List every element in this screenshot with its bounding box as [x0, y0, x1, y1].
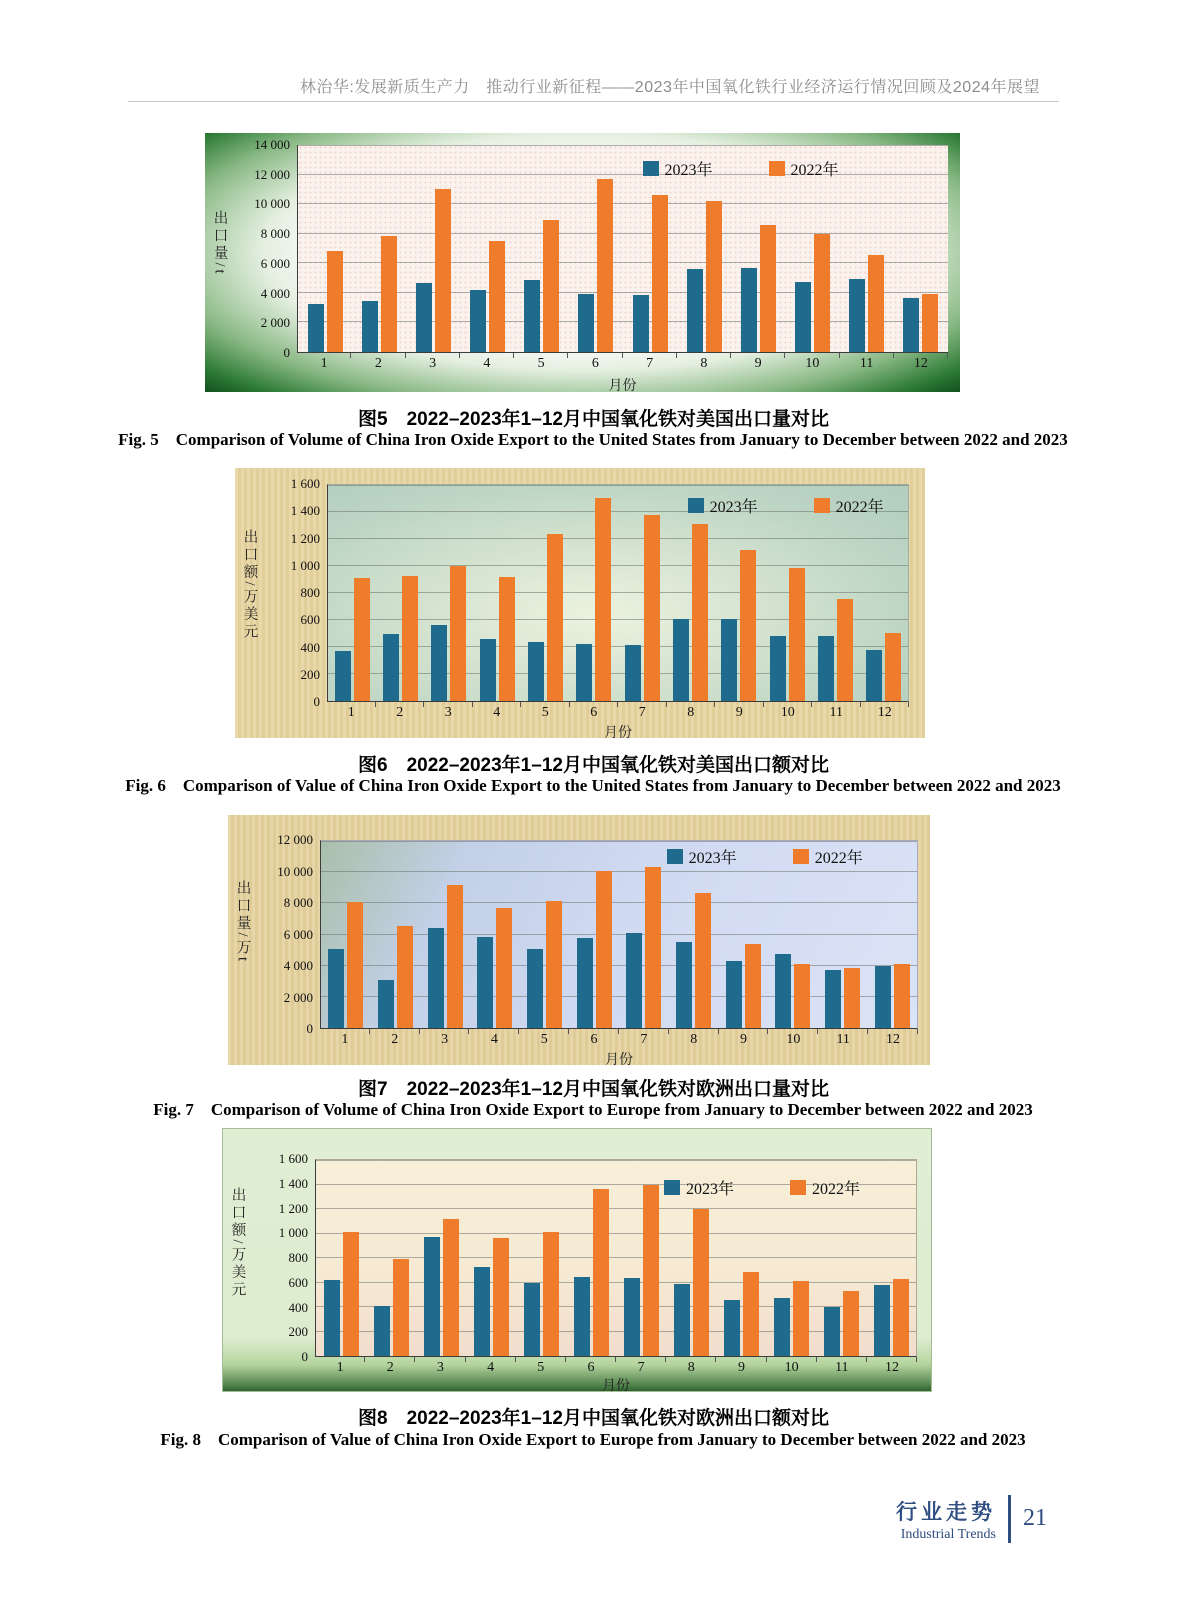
- bar-group-month-4: [466, 1160, 516, 1356]
- x-tick-label: 5: [516, 1357, 566, 1375]
- bar-groups: [321, 841, 917, 1028]
- chart-fig5-us-export-volume: [205, 133, 960, 392]
- bar-2023-month-5: [524, 280, 540, 352]
- bar-group-month-6: [570, 485, 618, 701]
- bar-2022-month-12: [894, 964, 910, 1028]
- bar-2023-month-11: [824, 1307, 840, 1356]
- bar-2022-month-6: [597, 179, 613, 352]
- bar-2023-month-10: [795, 282, 811, 352]
- bar-group-month-2: [352, 145, 406, 352]
- bar-2022-month-2: [393, 1259, 409, 1356]
- x-tick-label: 5: [514, 353, 568, 375]
- chart-fig8-europe-export-value: [222, 1128, 932, 1392]
- y-tick-label: 4 000: [260, 285, 290, 301]
- legend-label: 2022年: [790, 162, 839, 180]
- legend-swatch-2023: [664, 1180, 680, 1195]
- legend-item-2022: [814, 494, 884, 517]
- bar-group-month-1: [328, 485, 376, 701]
- bar-2022-month-7: [644, 515, 660, 701]
- bar-group-month-2: [371, 841, 421, 1028]
- y-tick-label: 0: [313, 694, 320, 709]
- bar-2022-month-8: [693, 1209, 709, 1356]
- legend-label: 2023年: [688, 849, 737, 867]
- bar-group-month-10: [763, 485, 811, 701]
- bar-2022-month-9: [740, 550, 756, 701]
- bar-groups: [328, 485, 908, 701]
- bar-group-month-1: [298, 145, 352, 352]
- x-tick-label: 4: [466, 1357, 516, 1375]
- bar-2023-month-5: [524, 1283, 540, 1357]
- bar-2022-month-2: [402, 576, 418, 701]
- chart-legend: [664, 1176, 860, 1199]
- bar-2022-month-4: [489, 241, 505, 352]
- bar-2022-month-5: [547, 534, 563, 701]
- x-tick-label: 11: [818, 1029, 868, 1049]
- x-tick-label: 8: [677, 353, 731, 375]
- bar-group-month-7: [619, 841, 669, 1028]
- bar-group-month-5: [521, 485, 569, 701]
- y-tick-label: 1 600: [290, 476, 320, 491]
- bar-2023-month-5: [528, 642, 544, 701]
- legend-label: 2023年: [686, 1180, 735, 1198]
- chart-fig7-europe-export-volume: [228, 815, 930, 1068]
- x-tick-label: 6: [570, 702, 619, 722]
- bar-2023-month-12: [903, 298, 919, 352]
- y-axis-label: 出口量/t: [211, 209, 228, 277]
- bar-group-month-11: [818, 841, 868, 1028]
- y-axis-ticks: [258, 832, 320, 1036]
- legend-label: 2022年: [835, 498, 884, 516]
- x-tick-label: 10: [767, 1357, 817, 1375]
- fig8-caption-zh: 图8 2022–2023年1–12月中国氧化铁对欧洲出口额对比: [358, 1408, 829, 1429]
- y-tick-label: 600: [300, 612, 320, 628]
- footer-section-en: Industrial Trends: [900, 1526, 996, 1542]
- y-tick-label: 1 600: [278, 1151, 308, 1166]
- bar-2022-month-3: [435, 189, 451, 352]
- bar-2022-month-11: [837, 599, 853, 701]
- y-tick-label: 4 000: [283, 958, 313, 973]
- bar-2023-month-3: [416, 283, 432, 352]
- x-tick-label: 1: [320, 1029, 370, 1049]
- bar-group-month-4: [461, 145, 515, 352]
- bar-group-month-6: [569, 841, 619, 1028]
- chart-legend: [688, 494, 884, 517]
- fig5-caption-zh: 图5 2022–2023年1–12月中国氧化铁对美国出口量对比: [358, 409, 829, 430]
- legend-swatch-2022: [793, 849, 809, 864]
- bar-group-month-3: [406, 145, 460, 352]
- legend-label: 2023年: [664, 162, 713, 180]
- x-tick-label: 8: [666, 1357, 716, 1375]
- x-tick-label: 8: [667, 702, 716, 722]
- x-tick-label: 3: [406, 353, 460, 375]
- bar-group-month-11: [811, 485, 859, 701]
- x-axis-ticks: [320, 1029, 918, 1049]
- y-tick-label: 2 000: [260, 315, 290, 331]
- y-tick-label: 200: [288, 1324, 308, 1340]
- x-axis-label: 月份: [605, 1053, 633, 1068]
- y-tick-label: 800: [288, 1250, 308, 1265]
- bar-2022-month-1: [343, 1232, 359, 1356]
- y-tick-label: 600: [288, 1274, 308, 1290]
- legend-swatch-2023: [667, 849, 683, 864]
- x-tick-label: 7: [619, 1029, 669, 1049]
- bar-2022-month-8: [692, 524, 708, 701]
- plot-area: [297, 145, 948, 353]
- bar-2022-month-7: [652, 195, 668, 352]
- bar-2022-month-6: [593, 1189, 609, 1356]
- legend-item-2023: [667, 845, 737, 868]
- fig6-caption-zh: 图6 2022–2023年1–12月中国氧化铁对美国出口额对比: [358, 755, 829, 776]
- bar-2023-month-2: [378, 980, 394, 1028]
- legend-item-2023: [643, 157, 713, 180]
- plot-area: [320, 840, 918, 1029]
- x-tick-label: 11: [840, 353, 894, 375]
- y-axis-label: 出口额/万美元: [229, 1186, 246, 1300]
- y-tick-label: 1 200: [290, 530, 320, 546]
- bar-2022-month-3: [447, 885, 463, 1028]
- legend-label: 2023年: [709, 498, 758, 516]
- footer-divider: [1008, 1495, 1011, 1543]
- x-tick-label: 3: [420, 1029, 470, 1049]
- x-tick-label: 6: [568, 353, 622, 375]
- x-tick-label: 7: [616, 1357, 666, 1375]
- legend-item-2023: [664, 1176, 734, 1199]
- legend-item-2023: [688, 494, 758, 517]
- header-divider: [128, 101, 1059, 102]
- fig6-caption-en: Fig. 6 Comparison of Value of China Iron Oxide Export to the United States from January to December between 2022 and 2023: [125, 776, 1061, 795]
- x-tick-label: 1: [315, 1357, 365, 1375]
- plot-area: [315, 1159, 917, 1357]
- legend-item-2022: [769, 157, 839, 180]
- y-tick-label: 6 000: [260, 255, 290, 271]
- bar-2022-month-10: [793, 1281, 809, 1356]
- x-tick-label: 2: [370, 1029, 420, 1049]
- bar-group-month-12: [894, 145, 948, 352]
- y-axis-ticks: [253, 1151, 315, 1364]
- bar-2023-month-5: [527, 949, 543, 1028]
- bar-2023-month-10: [774, 1298, 790, 1356]
- y-tick-label: 200: [300, 666, 320, 682]
- bar-group-month-4: [470, 841, 520, 1028]
- y-tick-label: 10 000: [254, 196, 290, 212]
- bar-group-month-2: [366, 1160, 416, 1356]
- x-tick-label: 2: [365, 1357, 415, 1375]
- bar-group-month-1: [316, 1160, 366, 1356]
- x-tick-label: 9: [716, 1357, 766, 1375]
- bar-group-month-6: [569, 145, 623, 352]
- bar-2023-month-3: [431, 625, 447, 701]
- bar-2023-month-2: [374, 1306, 390, 1356]
- bar-2023-month-6: [576, 644, 592, 701]
- x-axis-label: 月份: [608, 379, 637, 394]
- bar-2023-month-2: [383, 634, 399, 701]
- bar-2022-month-9: [743, 1272, 759, 1356]
- bar-2023-month-12: [874, 1285, 890, 1356]
- chart-fig6-us-export-value: [235, 468, 925, 741]
- x-tick-label: 11: [812, 702, 861, 722]
- plot-area: [327, 484, 909, 702]
- bar-group-month-12: [860, 485, 908, 701]
- bar-2023-month-8: [687, 269, 703, 352]
- bar-2023-month-1: [324, 1280, 340, 1356]
- bar-2022-month-11: [844, 968, 860, 1028]
- x-tick-label: 3: [424, 702, 473, 722]
- y-axis-ticks: [265, 476, 327, 709]
- bar-2022-month-8: [706, 201, 722, 352]
- bar-2023-month-6: [574, 1277, 590, 1356]
- bar-group-month-12: [866, 1160, 916, 1356]
- bar-2023-month-6: [577, 938, 593, 1028]
- bar-2022-month-5: [546, 901, 562, 1028]
- bar-2022-month-8: [695, 893, 711, 1028]
- bar-2023-month-8: [674, 1284, 690, 1356]
- footer-section-title: [896, 1496, 996, 1543]
- bar-2023-month-7: [633, 295, 649, 352]
- legend-swatch-2022: [790, 1180, 806, 1195]
- bar-group-month-6: [566, 1160, 616, 1356]
- y-tick-label: 8 000: [260, 226, 290, 242]
- bar-group-month-1: [321, 841, 371, 1028]
- bar-2023-month-9: [741, 268, 757, 352]
- x-tick-label: 12: [868, 1029, 918, 1049]
- x-tick-label: 5: [521, 702, 570, 722]
- chart-legend: [667, 845, 863, 868]
- bar-2022-month-1: [327, 251, 343, 352]
- bar-2023-month-6: [578, 294, 594, 352]
- bar-group-month-5: [516, 1160, 566, 1356]
- x-tick-label: 9: [715, 702, 764, 722]
- bar-2023-month-4: [474, 1267, 490, 1356]
- x-tick-label: 1: [297, 353, 351, 375]
- y-axis-label: 出口额/万美元: [241, 528, 258, 642]
- bar-group-month-3: [425, 485, 473, 701]
- y-tick-label: 2 000: [283, 989, 313, 1005]
- bar-2022-month-4: [499, 577, 515, 701]
- bar-group-month-2: [376, 485, 424, 701]
- bar-2023-month-7: [625, 645, 641, 701]
- y-tick-label: 1 000: [278, 1225, 308, 1241]
- bar-2023-month-8: [673, 619, 689, 701]
- x-tick-label: 1: [327, 702, 376, 722]
- bar-2023-month-4: [470, 290, 486, 352]
- y-tick-label: 1 000: [290, 557, 320, 573]
- x-axis-ticks: [297, 353, 948, 375]
- x-tick-label: 7: [618, 702, 667, 722]
- bar-2023-month-1: [308, 304, 324, 352]
- x-tick-label: 9: [719, 1029, 769, 1049]
- y-tick-label: 0: [306, 1021, 313, 1036]
- bar-group-month-11: [840, 145, 894, 352]
- y-tick-label: 1 400: [290, 503, 320, 519]
- bar-2022-month-7: [645, 867, 661, 1028]
- bar-2023-month-11: [818, 636, 834, 701]
- bar-2022-month-3: [450, 566, 466, 701]
- legend-item-2022: [790, 1176, 860, 1199]
- bar-2023-month-12: [875, 966, 891, 1028]
- x-tick-label: 6: [569, 1029, 619, 1049]
- bar-groups: [298, 145, 948, 352]
- y-axis-label: 出口量/万t: [234, 879, 251, 965]
- y-axis-ticks: [235, 137, 297, 360]
- bar-2022-month-12: [893, 1279, 909, 1356]
- bar-2022-month-10: [794, 964, 810, 1028]
- fig5-caption-en: Fig. 5 Comparison of Volume of China Iron Oxide Export to the United States from January to December between 2022 and 2023: [118, 430, 1068, 449]
- y-tick-label: 1 200: [278, 1200, 308, 1216]
- bar-2022-month-9: [745, 944, 761, 1028]
- bar-2022-month-4: [493, 1238, 509, 1356]
- bar-2022-month-10: [814, 234, 830, 352]
- bar-group-month-12: [867, 841, 917, 1028]
- bar-group-month-8: [669, 841, 719, 1028]
- bar-2022-month-5: [543, 1232, 559, 1356]
- bar-2023-month-8: [676, 942, 692, 1028]
- x-axis-label: 月份: [604, 726, 632, 741]
- bar-group-month-10: [768, 841, 818, 1028]
- bar-2022-month-1: [354, 578, 370, 701]
- bar-2022-month-4: [496, 908, 512, 1028]
- bar-2023-month-1: [328, 949, 344, 1028]
- legend-label: 2022年: [812, 1180, 861, 1198]
- x-tick-label: 11: [817, 1357, 867, 1375]
- bar-group-month-3: [416, 1160, 466, 1356]
- y-tick-label: 0: [301, 1349, 308, 1364]
- bar-2022-month-1: [347, 902, 363, 1028]
- legend-swatch-2023: [688, 498, 704, 513]
- bar-2023-month-2: [362, 301, 378, 352]
- x-axis-label: 月份: [602, 1379, 630, 1394]
- y-tick-label: 10 000: [277, 863, 313, 879]
- y-tick-label: 14 000: [254, 137, 290, 152]
- bar-2022-month-9: [760, 225, 776, 352]
- bar-2023-month-11: [825, 970, 841, 1028]
- bar-2023-month-9: [726, 961, 742, 1028]
- x-tick-label: 8: [669, 1029, 719, 1049]
- x-axis-ticks: [327, 702, 909, 722]
- y-tick-label: 6 000: [283, 926, 313, 942]
- legend-swatch-2022: [814, 498, 830, 513]
- bar-group-month-7: [616, 1160, 666, 1356]
- bar-2022-month-6: [595, 498, 611, 701]
- chart-legend: [643, 157, 839, 180]
- legend-label: 2022年: [814, 849, 863, 867]
- running-header: 林治华:发展新质生产力 推动行业新征程——2023年中国氧化铁行业经济运行情况回顾及2024年展望: [299, 79, 1040, 96]
- bar-group-month-7: [618, 485, 666, 701]
- bar-group-month-5: [520, 841, 570, 1028]
- page-number: 21: [1023, 1505, 1047, 1531]
- page-footer: [896, 1495, 1047, 1543]
- bar-2022-month-11: [843, 1291, 859, 1356]
- bar-group-month-8: [666, 485, 714, 701]
- x-tick-label: 4: [473, 702, 522, 722]
- bar-2022-month-10: [789, 568, 805, 701]
- x-tick-label: 6: [566, 1357, 616, 1375]
- y-tick-label: 1 400: [278, 1175, 308, 1191]
- fig8-caption-en: Fig. 8 Comparison of Value of China Iron Oxide Export to Europe from January to December between 2022 and 2023: [160, 1430, 1026, 1449]
- x-tick-label: 2: [376, 702, 425, 722]
- bar-2023-month-1: [335, 651, 351, 701]
- bar-2023-month-9: [724, 1300, 740, 1356]
- x-tick-label: 12: [861, 702, 910, 722]
- bar-2023-month-7: [626, 933, 642, 1028]
- x-tick-label: 5: [519, 1029, 569, 1049]
- x-tick-label: 12: [867, 1357, 917, 1375]
- y-tick-label: 12 000: [277, 832, 313, 847]
- bar-2022-month-12: [885, 633, 901, 701]
- bar-2023-month-10: [770, 636, 786, 701]
- x-tick-label: 10: [764, 702, 813, 722]
- y-tick-label: 0: [283, 345, 290, 360]
- bar-2023-month-3: [428, 928, 444, 1029]
- bar-2023-month-10: [775, 954, 791, 1028]
- legend-item-2022: [793, 845, 863, 868]
- bar-2023-month-11: [849, 279, 865, 352]
- legend-swatch-2023: [643, 161, 659, 176]
- bar-2023-month-12: [866, 650, 882, 701]
- y-tick-label: 8 000: [283, 895, 313, 910]
- y-tick-label: 800: [300, 585, 320, 600]
- x-axis-ticks: [315, 1357, 917, 1375]
- y-tick-label: 400: [300, 639, 320, 655]
- x-tick-label: 12: [894, 353, 948, 375]
- x-tick-label: 3: [415, 1357, 465, 1375]
- bar-2022-month-11: [868, 255, 884, 352]
- x-tick-label: 10: [785, 353, 839, 375]
- bar-2023-month-9: [721, 619, 737, 701]
- bar-2023-month-4: [480, 639, 496, 701]
- legend-swatch-2022: [769, 161, 785, 176]
- x-tick-label: 4: [460, 353, 514, 375]
- bar-2022-month-6: [596, 871, 612, 1028]
- y-tick-label: 400: [288, 1299, 308, 1315]
- bar-2022-month-2: [381, 236, 397, 353]
- bar-group-month-4: [473, 485, 521, 701]
- bar-group-month-5: [515, 145, 569, 352]
- x-tick-label: 10: [768, 1029, 818, 1049]
- bar-2022-month-2: [397, 926, 413, 1028]
- x-tick-label: 2: [351, 353, 405, 375]
- bar-group-month-9: [715, 485, 763, 701]
- fig7-caption-en: Fig. 7 Comparison of Volume of China Iron Oxide Export to Europe from January to December between 2022 and 2023: [153, 1100, 1033, 1119]
- x-tick-label: 4: [469, 1029, 519, 1049]
- y-tick-label: 12 000: [254, 166, 290, 182]
- x-tick-label: 7: [623, 353, 677, 375]
- fig7-caption-zh: 图7 2022–2023年1–12月中国氧化铁对欧洲出口量对比: [358, 1079, 829, 1100]
- bar-2022-month-7: [643, 1185, 659, 1357]
- x-tick-label: 9: [731, 353, 785, 375]
- bar-2022-month-5: [543, 220, 559, 352]
- bar-2022-month-12: [922, 294, 938, 352]
- bar-group-month-9: [718, 841, 768, 1028]
- bar-2023-month-4: [477, 937, 493, 1028]
- bar-2023-month-7: [624, 1278, 640, 1356]
- bar-group-month-3: [420, 841, 470, 1028]
- bar-2023-month-3: [424, 1237, 440, 1356]
- bar-2022-month-3: [443, 1219, 459, 1356]
- footer-section-zh: 行业走势: [896, 1500, 996, 1524]
